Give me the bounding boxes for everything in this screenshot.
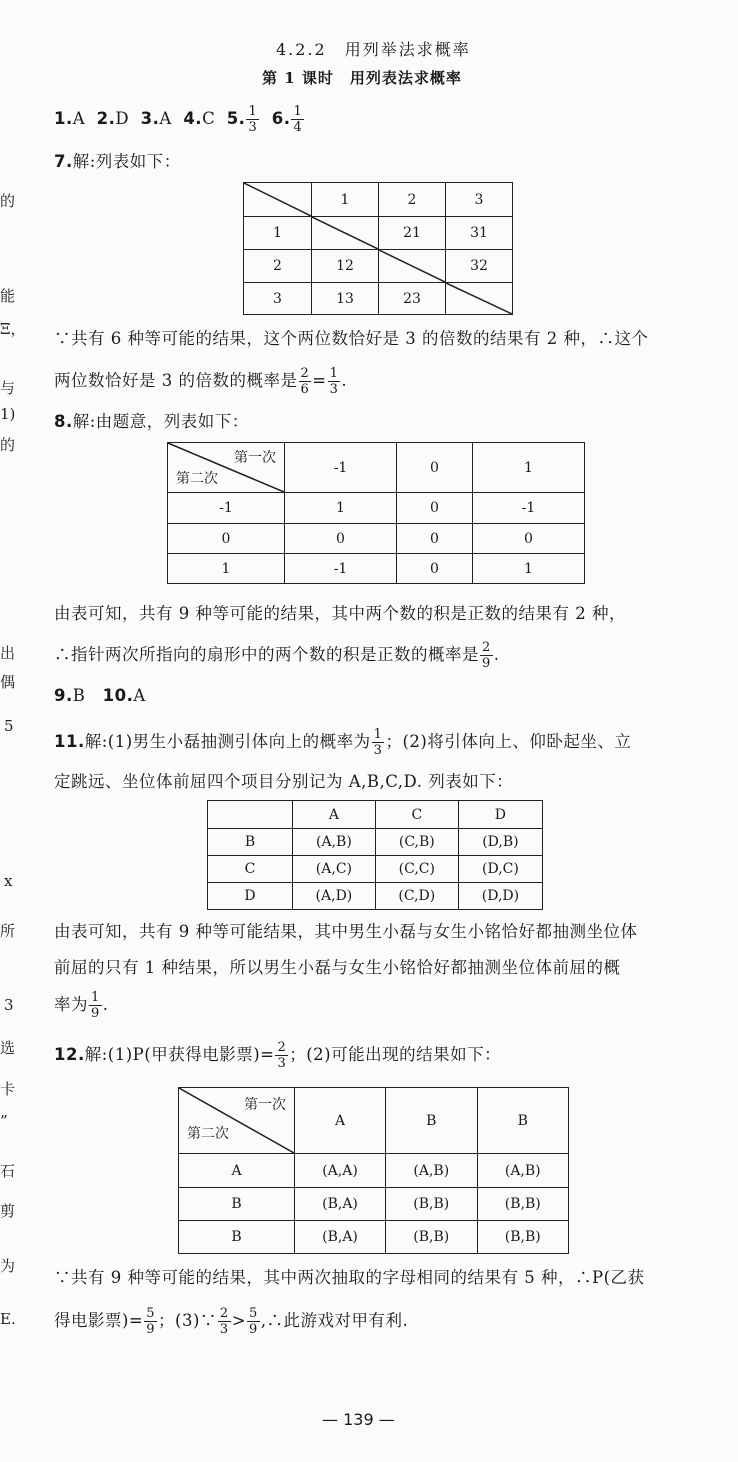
q7-cell: 23 xyxy=(379,283,446,315)
q11-cell: (A,B) xyxy=(293,829,376,856)
q12-row-header: B xyxy=(179,1188,295,1221)
q11-header-cell: D xyxy=(458,801,542,829)
q7-fraction-2: $\frac{1}{3}$ xyxy=(329,366,339,397)
q8-row-header: 1 xyxy=(168,554,285,584)
q1-answer: A xyxy=(72,109,86,128)
q12-line3-mid: ；(3)∵ xyxy=(158,1311,217,1330)
q12-fraction-1: $\frac{2}{3}$ xyxy=(277,1040,287,1071)
margin-fragment: 为 xyxy=(0,1257,16,1275)
q2-label: 2. xyxy=(96,109,116,128)
answers-9-10 xyxy=(54,684,146,708)
q10-answer: A xyxy=(133,686,146,705)
q7-row-header: 1 xyxy=(244,217,312,250)
q8-corner-cell xyxy=(168,443,285,493)
q11-cell: (C,D) xyxy=(375,883,458,910)
q7-intro-text: 解:列表如下： xyxy=(72,152,181,171)
q12-cell: (B,B) xyxy=(386,1188,477,1221)
q12-cell: (A,A) xyxy=(295,1154,386,1188)
margin-fragment: 石 xyxy=(0,1162,16,1180)
q8-cell: 0 xyxy=(397,493,473,524)
q7-intro xyxy=(54,150,181,174)
q7-header-cell: 1 xyxy=(312,183,379,217)
q11-cell: (A,C) xyxy=(293,856,376,883)
margin-fragment: 出 xyxy=(0,644,16,662)
q12-line2: ∵共有 9 种等可能的结果，其中两次抽取的字母相同的结果有 5 种，∴P(乙获 xyxy=(54,1268,645,1287)
q11-row-header: B xyxy=(208,829,293,856)
q11-corner-cell xyxy=(208,801,293,829)
q7-cell: 21 xyxy=(379,217,446,250)
q8-fraction: $\frac{2}{9}$ xyxy=(482,640,491,671)
q2-answer: D xyxy=(115,109,130,128)
q11-label: 11. xyxy=(54,732,85,751)
q11-line1 xyxy=(54,727,631,758)
q7-equals: = xyxy=(312,371,327,390)
q7-period: . xyxy=(341,371,348,390)
section-title: 4.2.2 用列举法求概率 xyxy=(276,40,471,59)
q11-header-cell: A xyxy=(293,801,376,829)
q11-line1-text: 解:(1)男生小磊抽测引体向上的概率为 xyxy=(84,732,371,751)
answers-1-6 xyxy=(54,104,305,135)
q11-cell: (A,D) xyxy=(293,883,376,910)
q11-cell: (D,C) xyxy=(458,856,542,883)
q7-line2 xyxy=(54,366,347,397)
q7-cell: 32 xyxy=(446,250,513,283)
q12-corner-first: 第一次 xyxy=(244,1097,286,1113)
q11-line1-post: ；(2)将引体向上、仰卧起坐、立 xyxy=(385,732,632,751)
q5-fraction: $\frac{1}{3}$ xyxy=(248,104,258,135)
q11-row-header: D xyxy=(208,883,293,910)
margin-fragment: 1) xyxy=(0,405,16,423)
q8-line2 xyxy=(54,640,500,671)
q12-line3-post: ,∴此游戏对甲有利. xyxy=(260,1311,409,1330)
q11-line5-text: 率为 xyxy=(54,995,88,1014)
q7-row-header: 2 xyxy=(244,250,312,283)
q8-cell: 0 xyxy=(285,524,397,554)
q12-header-cell: B xyxy=(477,1088,568,1154)
q12-header-cell: B xyxy=(386,1088,477,1154)
margin-fragment: 选 xyxy=(0,1039,16,1057)
q12-line1 xyxy=(54,1040,501,1071)
margin-fragment: 卡 xyxy=(0,1080,16,1098)
q11-period: . xyxy=(102,995,109,1014)
margin-fragment: 5 xyxy=(4,717,14,735)
q1-label: 1. xyxy=(54,109,73,128)
q5-label: 5. xyxy=(226,109,246,128)
page-number: — 139 — xyxy=(322,1410,395,1429)
margin-fragment: 所 xyxy=(0,922,16,940)
q12-line3-text: 得电影票)= xyxy=(54,1311,144,1330)
q12-cell: (B,B) xyxy=(477,1221,568,1254)
q8-corner-second: 第二次 xyxy=(176,471,218,487)
q12-row-header: A xyxy=(179,1154,295,1188)
q8-label: 8. xyxy=(54,412,73,431)
q7-line2-text: 两位数恰好是 3 的倍数的概率是 xyxy=(54,371,298,390)
q8-cell: 0 xyxy=(397,554,473,584)
q12-cell: (B,A) xyxy=(295,1188,386,1221)
q7-fraction-1: $\frac{2}{6}$ xyxy=(300,366,310,397)
q8-intro-text: 解:由题意，列表如下： xyxy=(72,412,249,431)
q8-cell: 0 xyxy=(397,524,473,554)
q12-cell: (B,A) xyxy=(295,1221,386,1254)
q11-table xyxy=(207,800,543,910)
q12-corner-cell xyxy=(179,1088,295,1154)
margin-fragment: 能 xyxy=(0,287,16,305)
q7-diagonal-cell xyxy=(446,283,513,315)
q8-cell: 1 xyxy=(472,554,584,584)
margin-fragment: x xyxy=(4,872,13,890)
margin-fragment: E. xyxy=(0,1310,16,1328)
q11-row-header: C xyxy=(208,856,293,883)
q12-row-header: B xyxy=(179,1221,295,1254)
q12-table xyxy=(178,1087,569,1254)
q7-label: 7. xyxy=(54,152,73,171)
q8-row-header: -1 xyxy=(168,493,285,524)
q7-header-cell: 3 xyxy=(446,183,513,217)
q7-line1: ∵共有 6 种等可能的结果，这个两位数恰好是 3 的倍数的结果有 2 种，∴这个 xyxy=(54,329,649,348)
q4-label: 4. xyxy=(183,109,203,128)
q12-fraction-2: $\frac{5}{9}$ xyxy=(146,1306,156,1337)
q8-table xyxy=(167,442,585,584)
q12-fraction-3: $\frac{2}{3}$ xyxy=(219,1306,229,1337)
q11-header-cell: C xyxy=(375,801,458,829)
q12-line1-text: 解:(1)P(甲获得电影票)= xyxy=(84,1045,275,1064)
margin-fragment: 剪 xyxy=(0,1202,16,1220)
q7-header-cell: 2 xyxy=(379,183,446,217)
q12-corner-second: 第二次 xyxy=(187,1126,229,1142)
q12-line1-post: ；(2)可能出现的结果如下： xyxy=(289,1045,502,1064)
q7-cell: 12 xyxy=(312,250,379,283)
q8-period: . xyxy=(493,645,500,664)
q8-corner-first: 第一次 xyxy=(234,450,276,466)
q3-label: 3. xyxy=(140,109,160,128)
q11-line3: 由表可知，共有 9 种等可能结果，其中男生小磊与女生小铭恰好都抽测坐位体 xyxy=(54,922,638,941)
q12-header-cell: A xyxy=(295,1088,386,1154)
q11-fraction-2: $\frac{1}{9}$ xyxy=(91,990,100,1021)
margin-fragment: ” xyxy=(0,1112,8,1130)
q8-intro xyxy=(54,410,249,434)
margin-fragment: 的 xyxy=(0,192,16,210)
q11-line2: 定跳远、坐位体前屈四个项目分别记为 A,B,C,D. 列表如下： xyxy=(54,772,514,791)
q7-table xyxy=(243,182,513,315)
q7-cell: 13 xyxy=(312,283,379,315)
q11-cell: (C,B) xyxy=(375,829,458,856)
q8-header-cell: -1 xyxy=(285,443,397,493)
q8-cell: -1 xyxy=(472,493,584,524)
q8-line1: 由表可知，共有 9 种等可能的结果，其中两个数的积是正数的结果有 2 种， xyxy=(54,604,626,623)
q8-header-cell: 0 xyxy=(397,443,473,493)
margin-fragment: 偶 xyxy=(0,673,16,691)
q11-line5 xyxy=(54,990,109,1021)
q4-answer: C xyxy=(202,109,216,128)
q11-cell: (D,B) xyxy=(458,829,542,856)
q12-fraction-4: $\frac{5}{9}$ xyxy=(249,1306,258,1337)
q7-diagonal-cell xyxy=(379,250,446,283)
q10-label: 10. xyxy=(102,686,134,705)
margin-fragment: 3 xyxy=(4,996,14,1014)
margin-fragment: 的 xyxy=(0,436,16,454)
q8-cell: 0 xyxy=(472,524,584,554)
q9-answer: B xyxy=(72,686,86,705)
q11-cell: (C,C) xyxy=(375,856,458,883)
q8-header-cell: 1 xyxy=(472,443,584,493)
margin-fragment: Ξ， xyxy=(0,320,26,338)
q12-line3 xyxy=(54,1306,408,1337)
q12-cell: (A,B) xyxy=(477,1154,568,1188)
q12-greater-than: > xyxy=(231,1311,247,1330)
q12-cell: (A,B) xyxy=(386,1154,477,1188)
q12-cell: (B,B) xyxy=(477,1188,568,1221)
q11-cell: (D,D) xyxy=(458,883,542,910)
q7-diagonal-cell xyxy=(312,217,379,250)
q7-cell: 31 xyxy=(446,217,513,250)
q3-answer: A xyxy=(159,109,172,128)
q11-fraction: $\frac{1}{3}$ xyxy=(373,727,383,758)
q7-row-header: 3 xyxy=(244,283,312,315)
margin-fragment: 与 xyxy=(0,379,16,397)
q8-line2-text: ∴指针两次所指向的扇形中的两个数的积是正数的概率是 xyxy=(54,645,479,664)
q11-line4: 前屈的只有 1 种结果，所以男生小磊与女生小铭恰好都抽测坐位体前屈的概 xyxy=(54,958,621,977)
q8-cell: 1 xyxy=(285,493,397,524)
q6-fraction: $\frac{1}{4}$ xyxy=(293,104,303,135)
q12-cell: (B,B) xyxy=(386,1221,477,1254)
q6-label: 6. xyxy=(271,109,291,128)
q7-corner-cell xyxy=(244,183,312,217)
q9-label: 9. xyxy=(54,686,73,705)
lesson-title: 第 1 课时 用列表法求概率 xyxy=(262,69,462,87)
q12-label: 12. xyxy=(54,1045,85,1064)
q8-row-header: 0 xyxy=(168,524,285,554)
q8-cell: -1 xyxy=(285,554,397,584)
